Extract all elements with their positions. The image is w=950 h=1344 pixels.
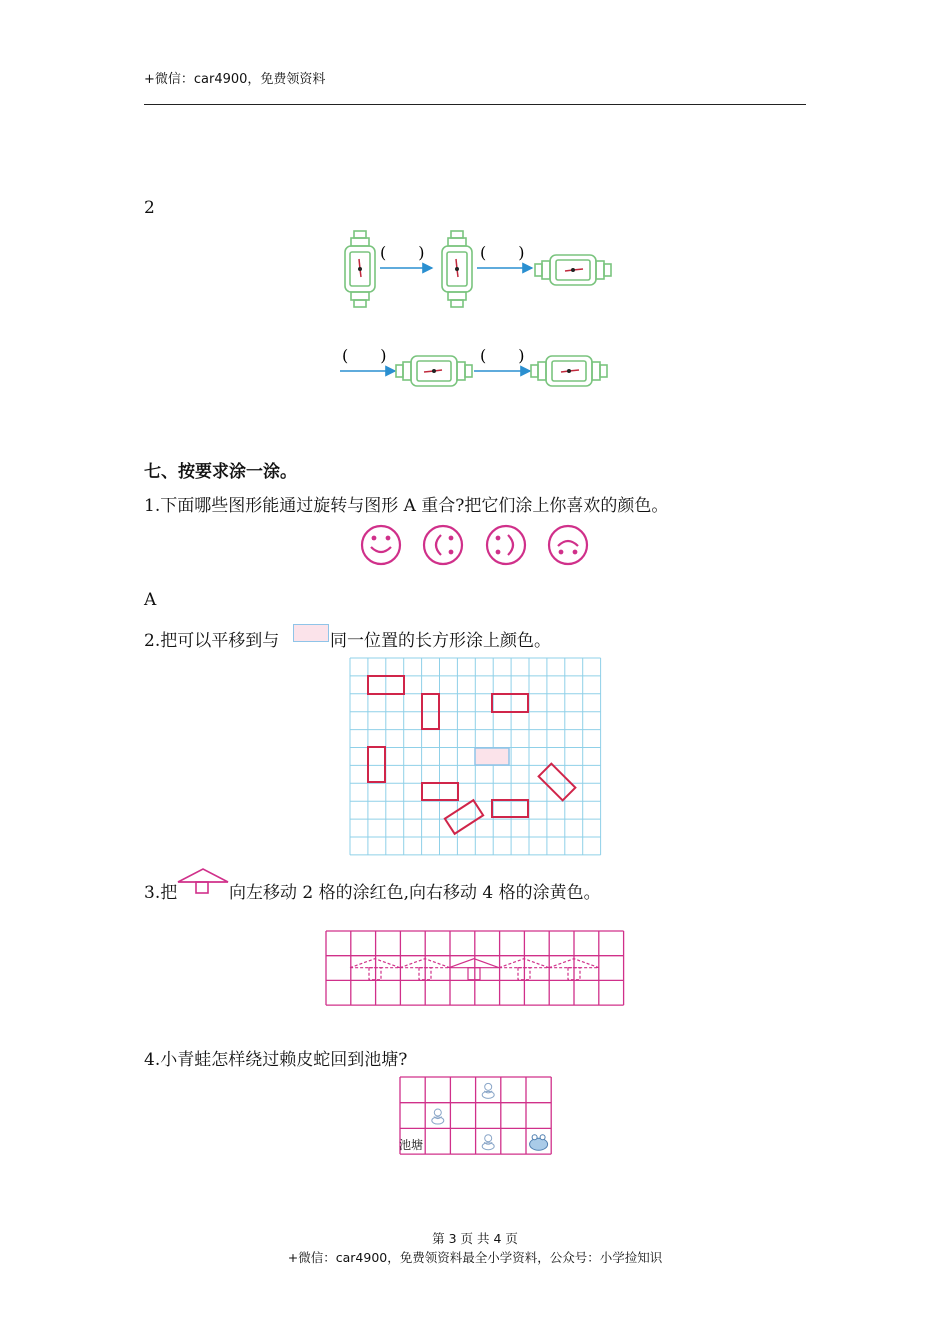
q2-text-before: 2.把可以平移到与 (144, 631, 280, 651)
q3-text-before: 3.把 (144, 883, 178, 903)
blank-4: ( ) (480, 346, 525, 365)
q1-text: 1.下面哪些图形能通过旋转与图形 A 重合?把它们涂上你喜欢的颜色。 (144, 496, 669, 516)
figure-a-label: A (144, 590, 157, 610)
q4-text: 4.小青蛙怎样绕过赖皮蛇回到池塘? (144, 1050, 408, 1070)
snake-icon-1 (482, 1083, 494, 1098)
q2-text-after: 同一位置的长方形涂上颜色。 (330, 631, 551, 651)
q3-text-after: 向左移动 2 格的涂红色,向右移动 4 格的涂黄色。 (229, 883, 601, 903)
frog-icon (530, 1135, 548, 1151)
section-7-title: 七、按要求涂一涂。 (144, 462, 297, 482)
page-header: +微信：car4900，免费领资料 (144, 72, 326, 87)
snake-icon-2 (432, 1109, 444, 1124)
blank-3: ( ) (342, 346, 387, 365)
page-number: 第 3 页 共 4 页 (432, 1231, 518, 1246)
snake-icon-3 (482, 1135, 494, 1150)
blank-1: ( ) (380, 243, 425, 262)
pond-label: 池塘 (399, 1138, 424, 1152)
footer-note: +微信：car4900，免费领资料最全小学资料，公众号：小学捡知识 (287, 1250, 663, 1265)
question-2-label: 2 (144, 198, 155, 218)
blank-2: ( ) (480, 243, 525, 262)
